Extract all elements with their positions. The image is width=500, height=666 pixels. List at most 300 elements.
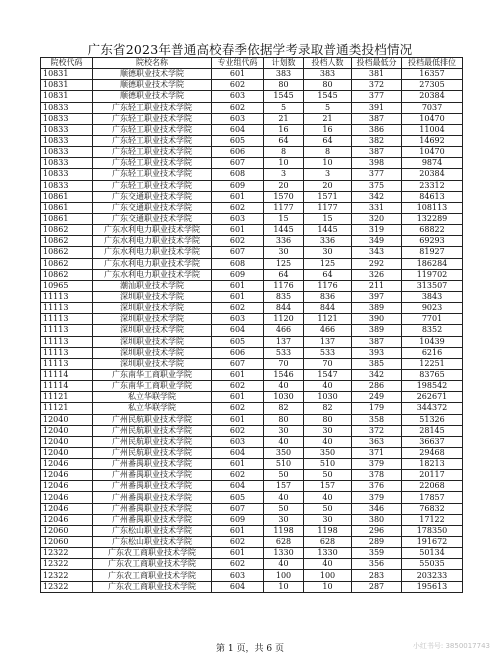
cell-min-score: 342	[352, 369, 402, 380]
table-row	[41, 358, 463, 369]
cell-group-code: 604	[212, 447, 264, 458]
cell-school-code: 11121	[41, 392, 93, 403]
cell-group-code: 601	[212, 392, 264, 403]
cell-school-code: 10833	[41, 135, 93, 146]
cell-plan-count: 30	[264, 514, 304, 525]
cell-min-rank: 9874	[402, 158, 463, 169]
cell-plan-count: 10	[264, 158, 304, 169]
cell-school-name: 广州民航职业技术学院	[93, 436, 212, 447]
table-row	[41, 325, 463, 336]
cell-min-rank: 313507	[402, 280, 463, 291]
cell-school-code: 12322	[41, 548, 93, 559]
cell-min-score: 372	[352, 80, 402, 91]
cell-admitted-count: 533	[304, 347, 352, 358]
cell-school-code: 10862	[41, 258, 93, 269]
cell-school-name: 广东农工商职业技术学院	[93, 570, 212, 581]
cell-min-rank: 28145	[402, 425, 463, 436]
cell-min-rank: 344372	[402, 403, 463, 414]
cell-school-name: 深圳职业技术学院	[93, 291, 212, 302]
cell-plan-count: 336	[264, 236, 304, 247]
cell-min-score: 286	[352, 381, 402, 392]
cell-admitted-count: 80	[304, 80, 352, 91]
cell-school-code: 10862	[41, 247, 93, 258]
cell-min-rank: 20384	[402, 91, 463, 102]
cell-min-score: 358	[352, 414, 402, 425]
cell-min-rank: 14692	[402, 135, 463, 146]
cell-school-code: 10831	[41, 80, 93, 91]
cell-plan-count: 125	[264, 258, 304, 269]
cell-group-code: 604	[212, 325, 264, 336]
cell-min-score: 389	[352, 325, 402, 336]
cell-group-code: 605	[212, 135, 264, 146]
cell-min-rank: 178350	[402, 525, 463, 536]
cell-school-code: 12060	[41, 525, 93, 536]
cell-admitted-count: 82	[304, 403, 352, 414]
cell-plan-count: 1177	[264, 202, 304, 213]
cell-group-code: 607	[212, 158, 264, 169]
table-row	[41, 91, 463, 102]
cell-min-score: 380	[352, 514, 402, 525]
cell-min-score: 292	[352, 258, 402, 269]
cell-min-score: 346	[352, 503, 402, 514]
cell-plan-count: 80	[264, 414, 304, 425]
cell-school-code: 10833	[41, 180, 93, 191]
cell-admitted-count: 1121	[304, 314, 352, 325]
cell-min-rank: 84613	[402, 191, 463, 202]
cell-school-name: 广东水利电力职业技术学院	[93, 247, 212, 258]
cell-school-code: 11114	[41, 369, 93, 380]
cell-plan-count: 137	[264, 336, 304, 347]
table-row	[41, 492, 463, 503]
cell-school-name: 广州番禺职业技术学院	[93, 514, 212, 525]
cell-group-code: 601	[212, 225, 264, 236]
cell-min-score: 393	[352, 347, 402, 358]
cell-group-code: 604	[212, 124, 264, 135]
cell-min-rank: 17122	[402, 514, 463, 525]
cell-min-score: 359	[352, 548, 402, 559]
cell-admitted-count: 64	[304, 269, 352, 280]
cell-min-score: 249	[352, 392, 402, 403]
column-header-min-score: 投档最低分	[352, 58, 402, 69]
cell-group-code: 605	[212, 492, 264, 503]
cell-school-code: 10833	[41, 158, 93, 169]
cell-min-score: 379	[352, 459, 402, 470]
cell-min-score: 331	[352, 202, 402, 213]
cell-min-score: 319	[352, 225, 402, 236]
cell-min-score: 343	[352, 247, 402, 258]
cell-admitted-count: 1177	[304, 202, 352, 213]
cell-plan-count: 466	[264, 325, 304, 336]
cell-min-rank: 81927	[402, 247, 463, 258]
cell-min-rank: 12251	[402, 358, 463, 369]
cell-plan-count: 40	[264, 381, 304, 392]
cell-school-name: 广东交通职业技术学院	[93, 213, 212, 224]
cell-school-name: 广州番禺职业技术学院	[93, 470, 212, 481]
page-title: 广东省2023年普通高校春季依据学考录取普通类投档情况	[87, 42, 413, 57]
cell-admitted-count: 15	[304, 213, 352, 224]
cell-min-score: 377	[352, 169, 402, 180]
table-row	[41, 392, 463, 403]
cell-school-code: 10833	[41, 147, 93, 158]
cell-school-name: 广东农工商职业技术学院	[93, 581, 212, 592]
cell-school-code: 10965	[41, 280, 93, 291]
cell-admitted-count: 844	[304, 303, 352, 314]
cell-group-code: 608	[212, 258, 264, 269]
cell-admitted-count: 80	[304, 414, 352, 425]
table-row	[41, 247, 463, 258]
cell-school-name: 深圳职业技术学院	[93, 314, 212, 325]
cell-school-name: 广东松山职业技术学院	[93, 525, 212, 536]
table-row	[41, 525, 463, 536]
table-row	[41, 202, 463, 213]
column-header-admitted-count: 投档人数	[304, 58, 352, 69]
cell-admitted-count: 157	[304, 481, 352, 492]
cell-admitted-count: 510	[304, 459, 352, 470]
cell-group-code: 601	[212, 291, 264, 302]
cell-school-code: 12322	[41, 559, 93, 570]
cell-group-code: 603	[212, 436, 264, 447]
cell-plan-count: 533	[264, 347, 304, 358]
cell-min-score: 382	[352, 135, 402, 146]
table-row	[41, 158, 463, 169]
cell-min-score: 179	[352, 403, 402, 414]
cell-school-name: 广州番禺职业技术学院	[93, 503, 212, 514]
cell-plan-count: 80	[264, 80, 304, 91]
cell-admitted-count: 1571	[304, 191, 352, 202]
cell-admitted-count: 40	[304, 492, 352, 503]
cell-min-rank: 10470	[402, 113, 463, 124]
cell-school-name: 深圳职业技术学院	[93, 358, 212, 369]
cell-group-code: 601	[212, 414, 264, 425]
cell-school-code: 10862	[41, 236, 93, 247]
cell-min-rank: 186284	[402, 258, 463, 269]
table-row	[41, 80, 463, 91]
cell-school-name: 广东轻工职业技术学院	[93, 102, 212, 113]
cell-school-code: 12322	[41, 581, 93, 592]
cell-plan-count: 30	[264, 425, 304, 436]
cell-admitted-count: 10	[304, 158, 352, 169]
cell-group-code: 609	[212, 514, 264, 525]
table-row	[41, 169, 463, 180]
table-row	[41, 425, 463, 436]
cell-plan-count: 21	[264, 113, 304, 124]
cell-plan-count: 1120	[264, 314, 304, 325]
cell-plan-count: 844	[264, 303, 304, 314]
cell-min-rank: 191672	[402, 537, 463, 548]
cell-group-code: 601	[212, 280, 264, 291]
cell-plan-count: 157	[264, 481, 304, 492]
table-row	[41, 481, 463, 492]
cell-group-code: 604	[212, 581, 264, 592]
cell-group-code: 602	[212, 303, 264, 314]
cell-admitted-count: 50	[304, 503, 352, 514]
cell-admitted-count: 1030	[304, 392, 352, 403]
cell-group-code: 602	[212, 537, 264, 548]
cell-plan-count: 1198	[264, 525, 304, 536]
cell-admitted-count: 137	[304, 336, 352, 347]
table-row	[41, 69, 463, 80]
cell-min-rank: 23312	[402, 180, 463, 191]
cell-min-score: 397	[352, 291, 402, 302]
cell-school-name: 广州民航职业技术学院	[93, 425, 212, 436]
cell-school-name: 广东轻工职业技术学院	[93, 113, 212, 124]
cell-school-code: 10861	[41, 202, 93, 213]
cell-min-score: 326	[352, 269, 402, 280]
cell-admitted-count: 350	[304, 447, 352, 458]
cell-plan-count: 64	[264, 135, 304, 146]
table-row	[41, 503, 463, 514]
cell-admitted-count: 64	[304, 135, 352, 146]
cell-min-rank: 203233	[402, 570, 463, 581]
cell-min-score: 372	[352, 425, 402, 436]
cell-group-code: 602	[212, 102, 264, 113]
table-row	[41, 459, 463, 470]
cell-plan-count: 70	[264, 358, 304, 369]
cell-min-score: 387	[352, 147, 402, 158]
cell-school-code: 11113	[41, 303, 93, 314]
cell-min-rank: 27305	[402, 80, 463, 91]
cell-school-code: 12046	[41, 503, 93, 514]
cell-min-score: 390	[352, 314, 402, 325]
watermark: 小红书号: 3850017743	[412, 642, 490, 650]
table-row	[41, 113, 463, 124]
cell-min-rank: 7037	[402, 102, 463, 113]
cell-group-code: 601	[212, 191, 264, 202]
table-row	[41, 258, 463, 269]
cell-school-name: 广州番禺职业技术学院	[93, 459, 212, 470]
cell-plan-count: 50	[264, 470, 304, 481]
cell-min-rank: 6216	[402, 347, 463, 358]
cell-group-code: 606	[212, 347, 264, 358]
cell-group-code: 603	[212, 213, 264, 224]
cell-min-score: 296	[352, 525, 402, 536]
column-header-group-code: 专业组代码	[212, 58, 264, 69]
cell-plan-count: 20	[264, 180, 304, 191]
cell-min-score: 371	[352, 447, 402, 458]
cell-plan-count: 5	[264, 102, 304, 113]
cell-school-name: 广州民航职业技术学院	[93, 414, 212, 425]
cell-school-code: 12046	[41, 470, 93, 481]
cell-school-code: 10862	[41, 269, 93, 280]
cell-min-rank: 20117	[402, 470, 463, 481]
cell-admitted-count: 8	[304, 147, 352, 158]
table-row	[41, 537, 463, 548]
cell-admitted-count: 70	[304, 358, 352, 369]
cell-plan-count: 1570	[264, 191, 304, 202]
table-row	[41, 369, 463, 380]
cell-school-code: 12322	[41, 570, 93, 581]
cell-min-rank: 119702	[402, 269, 463, 280]
cell-school-name: 广东轻工职业技术学院	[93, 124, 212, 135]
cell-school-code: 12040	[41, 436, 93, 447]
table-row	[41, 314, 463, 325]
table-row	[41, 280, 463, 291]
cell-plan-count: 1176	[264, 280, 304, 291]
cell-plan-count: 50	[264, 503, 304, 514]
cell-plan-count: 3	[264, 169, 304, 180]
cell-group-code: 603	[212, 113, 264, 124]
cell-school-name: 广东轻工职业技术学院	[93, 169, 212, 180]
cell-group-code: 603	[212, 570, 264, 581]
cell-school-name: 广东轻工职业技术学院	[93, 180, 212, 191]
cell-school-name: 深圳职业技术学院	[93, 325, 212, 336]
table-row	[41, 102, 463, 113]
table-row	[41, 225, 463, 236]
cell-min-rank: 20384	[402, 169, 463, 180]
table-row	[41, 581, 463, 592]
cell-school-code: 11121	[41, 403, 93, 414]
cell-min-rank: 29468	[402, 447, 463, 458]
cell-school-code: 10831	[41, 69, 93, 80]
cell-school-name: 广东水利电力职业技术学院	[93, 258, 212, 269]
cell-group-code: 602	[212, 425, 264, 436]
column-header-plan-count: 计划数	[264, 58, 304, 69]
table-row	[41, 336, 463, 347]
cell-school-code: 12040	[41, 425, 93, 436]
cell-min-score: 389	[352, 303, 402, 314]
cell-admitted-count: 383	[304, 69, 352, 80]
cell-school-name: 深圳职业技术学院	[93, 347, 212, 358]
cell-group-code: 601	[212, 525, 264, 536]
cell-min-score: 376	[352, 481, 402, 492]
cell-plan-count: 1030	[264, 392, 304, 403]
cell-admitted-count: 1545	[304, 91, 352, 102]
cell-school-code: 10833	[41, 102, 93, 113]
cell-min-score: 211	[352, 280, 402, 291]
cell-school-code: 11113	[41, 358, 93, 369]
cell-min-rank: 262671	[402, 392, 463, 403]
cell-min-rank: 55035	[402, 559, 463, 570]
table-row	[41, 559, 463, 570]
cell-admitted-count: 30	[304, 247, 352, 258]
cell-min-rank: 69293	[402, 236, 463, 247]
cell-min-score: 386	[352, 124, 402, 135]
cell-group-code: 607	[212, 358, 264, 369]
cell-plan-count: 10	[264, 581, 304, 592]
table-row	[41, 381, 463, 392]
cell-min-score: 377	[352, 91, 402, 102]
cell-admitted-count: 1198	[304, 525, 352, 536]
table-header-row	[41, 58, 463, 69]
cell-school-code: 12040	[41, 447, 93, 458]
cell-group-code: 602	[212, 381, 264, 392]
cell-school-name: 私立华联学院	[93, 403, 212, 414]
cell-school-name: 广州民航职业技术学院	[93, 447, 212, 458]
table-body	[41, 69, 463, 593]
cell-min-score: 287	[352, 581, 402, 592]
cell-plan-count: 40	[264, 559, 304, 570]
cell-school-code: 11113	[41, 325, 93, 336]
cell-school-name: 私立华联学院	[93, 392, 212, 403]
cell-min-score: 363	[352, 436, 402, 447]
cell-school-code: 10861	[41, 191, 93, 202]
cell-admitted-count: 40	[304, 381, 352, 392]
cell-min-rank: 68822	[402, 225, 463, 236]
cell-school-code: 12040	[41, 414, 93, 425]
cell-school-name: 潮汕职业技术学院	[93, 280, 212, 291]
cell-min-score: 387	[352, 336, 402, 347]
cell-group-code: 603	[212, 91, 264, 102]
table-row	[41, 180, 463, 191]
cell-min-rank: 50134	[402, 548, 463, 559]
page-footer: 第 1 页，共 6 页	[216, 644, 284, 654]
cell-admitted-count: 30	[304, 514, 352, 525]
cell-school-name: 广东水利电力职业技术学院	[93, 225, 212, 236]
cell-admitted-count: 1176	[304, 280, 352, 291]
cell-group-code: 607	[212, 247, 264, 258]
cell-min-score: 378	[352, 470, 402, 481]
cell-school-name: 广东轻工职业技术学院	[93, 147, 212, 158]
cell-school-name: 深圳职业技术学院	[93, 303, 212, 314]
cell-min-rank: 36637	[402, 436, 463, 447]
table-row	[41, 303, 463, 314]
cell-school-name: 广东水利电力职业技术学院	[93, 236, 212, 247]
cell-admitted-count: 628	[304, 537, 352, 548]
cell-min-rank: 16357	[402, 69, 463, 80]
cell-school-code: 12046	[41, 514, 93, 525]
cell-min-rank: 18213	[402, 459, 463, 470]
cell-plan-count: 100	[264, 570, 304, 581]
cell-group-code: 601	[212, 69, 264, 80]
cell-school-code: 10861	[41, 213, 93, 224]
cell-plan-count: 1330	[264, 548, 304, 559]
cell-min-rank: 195613	[402, 581, 463, 592]
cell-admitted-count: 40	[304, 559, 352, 570]
table-row	[41, 236, 463, 247]
cell-admitted-count: 21	[304, 113, 352, 124]
table-row	[41, 191, 463, 202]
cell-plan-count: 30	[264, 247, 304, 258]
cell-group-code: 603	[212, 314, 264, 325]
cell-admitted-count: 20	[304, 180, 352, 191]
cell-plan-count: 82	[264, 403, 304, 414]
table-row	[41, 124, 463, 135]
cell-group-code: 608	[212, 169, 264, 180]
cell-school-name: 广州番禺职业技术学院	[93, 481, 212, 492]
cell-plan-count: 510	[264, 459, 304, 470]
cell-plan-count: 383	[264, 69, 304, 80]
table-row	[41, 436, 463, 447]
cell-school-code: 10862	[41, 225, 93, 236]
cell-group-code: 602	[212, 236, 264, 247]
cell-min-score: 375	[352, 180, 402, 191]
cell-admitted-count: 30	[304, 425, 352, 436]
cell-min-score: 398	[352, 158, 402, 169]
cell-school-code: 11113	[41, 314, 93, 325]
cell-min-rank: 17857	[402, 492, 463, 503]
cell-min-rank: 10470	[402, 147, 463, 158]
cell-school-code: 10833	[41, 124, 93, 135]
table-row	[41, 403, 463, 414]
table-row	[41, 570, 463, 581]
cell-min-rank: 198542	[402, 381, 463, 392]
cell-school-code: 11113	[41, 291, 93, 302]
cell-admitted-count: 125	[304, 258, 352, 269]
cell-min-score: 356	[352, 559, 402, 570]
cell-school-name: 顺德职业技术学院	[93, 91, 212, 102]
cell-min-rank: 8352	[402, 325, 463, 336]
cell-plan-count: 1445	[264, 225, 304, 236]
cell-school-code: 11114	[41, 381, 93, 392]
cell-admitted-count: 100	[304, 570, 352, 581]
cell-admitted-count: 1547	[304, 369, 352, 380]
cell-school-code: 11113	[41, 347, 93, 358]
cell-admitted-count: 1445	[304, 225, 352, 236]
cell-plan-count: 40	[264, 436, 304, 447]
cell-min-rank: 9023	[402, 303, 463, 314]
cell-group-code: 602	[212, 202, 264, 213]
cell-plan-count: 16	[264, 124, 304, 135]
